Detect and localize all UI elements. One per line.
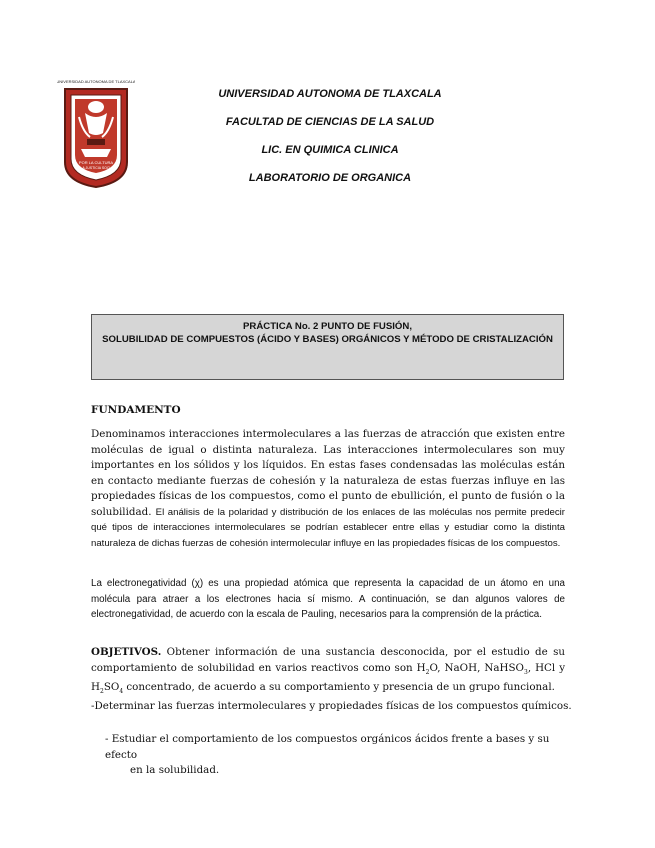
practice-title-line1: PRÁCTICA No. 2 PUNTO DE FUSIÓN, [243, 321, 412, 332]
practice-title-line2: SOLUBILIDAD DE COMPUESTOS (ÁCIDO Y BASES) ORGÁNICOS Y MÉTODO DE CRISTALIZACIÓN [102, 334, 553, 345]
svg-text:UNIVERSIDAD AUTONOMA DE TLAXCA: UNIVERSIDAD AUTONOMA DE TLAXCALA [57, 79, 135, 84]
objetivos-text-3: , HCl y H [91, 661, 566, 694]
objetivos-text-5: concentrado, de acuerdo a su comportamiento y presencia de un grupo funcional. [123, 681, 555, 694]
objective-bullet-2 [105, 732, 565, 779]
paragraph-fundamento [91, 427, 565, 551]
objetivos-text-4: SO [103, 681, 120, 694]
paragraph-objetivos [91, 645, 565, 700]
university-crest-logo [57, 77, 135, 190]
objetivos-text-2: O, NaOH, NaHSO [429, 661, 524, 674]
lab-name: LABORATORIO DE ORGANICA [248, 172, 412, 184]
svg-text:POR LA CULTURA: POR LA CULTURA [78, 160, 114, 165]
subscript-2b: 2 [99, 688, 104, 696]
faculty-name: FACULTAD DE CIENCIAS DE LA SALUD [225, 116, 435, 128]
subscript-2a: 2 [425, 668, 430, 676]
paragraph-electronegatividad: La electronegatividad (χ) es una propiedad atómica que representa la capacidad de un átomo en una molécula para atraer a los electrones hacia sí mismo. A continuación, se dan algunos valores de electronegatividad, de acuerdo con la escala de Pauling, necesarios para la comprensión de la práctica. [91, 578, 565, 620]
objetivos-label: OBJETIVOS. [91, 646, 162, 658]
subscript-4: 4 [119, 688, 124, 696]
objective-bullet-1: -Determinar las fuerzas intermoleculares y propiedades físicas de los compuestos químicos. [91, 700, 572, 712]
program-name: LIC. EN QUIMICA CLINICA [261, 144, 399, 156]
subscript-3: 3 [523, 668, 528, 676]
paragraph-fundamento-part1: Denominamos interacciones intermoleculares a las fuerzas de atracción que existen entre moléculas de igual o distinta naturaleza. Las interacciones intermoleculares son muy importantes en los sólidos y los líquidos. En estas fases condensadas las moléculas están en contacto mediante fuerzas de cohesión y la naturaleza de estas fuerzas influye en las propiedades físicas de los compuestos, como el punto de ebullición, el punto de fusión o la solubilidad. [91, 428, 565, 518]
objective-bullet-2-line2: en la solubilidad. [130, 764, 220, 776]
svg-text:A LA JUSTICIA SOCIAL: A LA JUSTICIA SOCIAL [77, 166, 115, 170]
objetivos-text-1: Obtener información de una sustancia desconocida, por el estudio de su comportamiento de solubilidad en varios reactivos como son H [91, 646, 565, 674]
section-heading-fundamento: FUNDAMENTO [91, 404, 181, 416]
university-name: UNIVERSIDAD AUTONOMA DE TLAXCALA [218, 88, 442, 100]
document-header [150, 84, 510, 196]
practice-title-box [91, 314, 564, 380]
paragraph-fundamento-part2: El análisis de la polaridad y distribución de los enlaces de las moléculas nos permite predecir qué tipos de interacciones intermoleculares se podrían establecer entre ellas y estudiar como la distinta naturaleza de dichas fuerzas de cohesión intermolecular influye en las propiedades físicas de los compuestos. [91, 506, 565, 549]
objective-bullet-2-line1: - Estudiar el comportamiento de los compuestos orgánicos ácidos frente a bases y su efecto [105, 733, 550, 761]
